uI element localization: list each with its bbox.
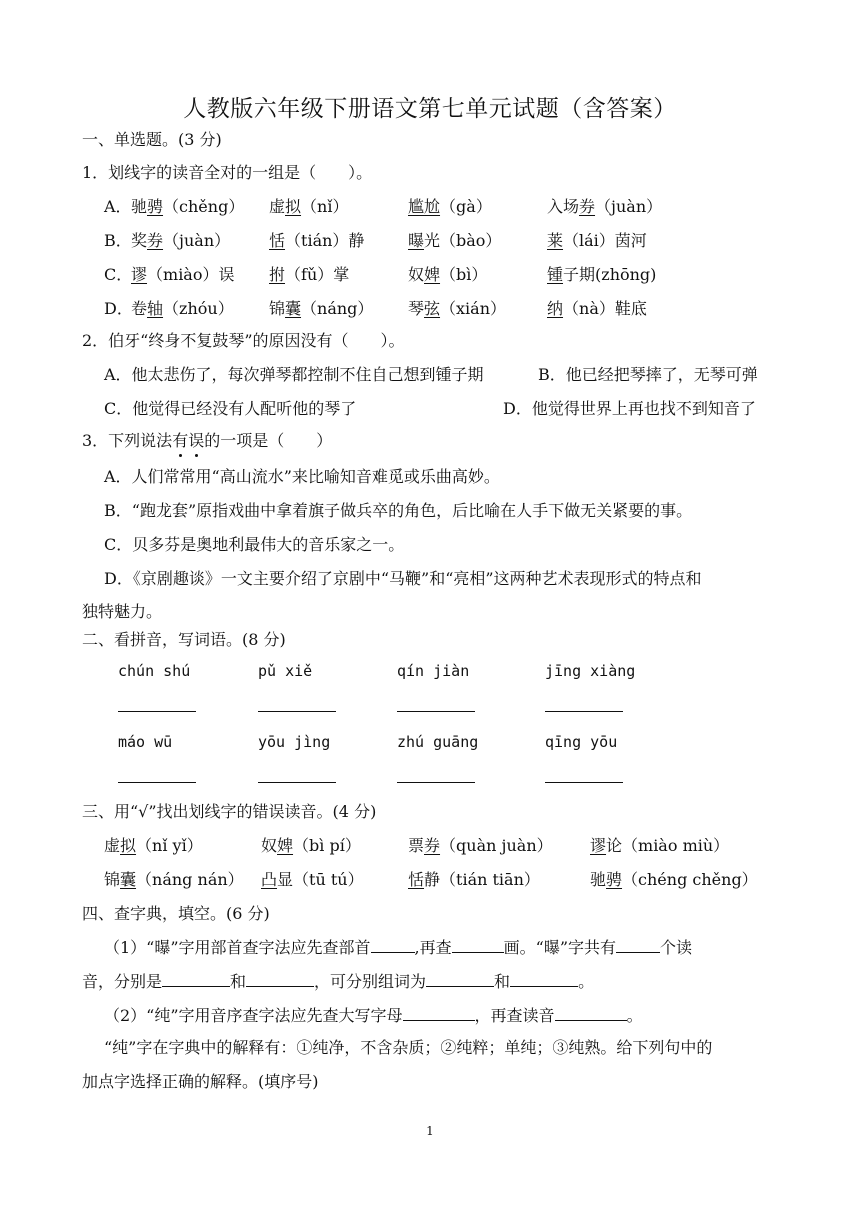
answer-blank-7[interactable] — [397, 782, 475, 783]
section-4-heading: 四、查字典，填空。(6 分) — [82, 904, 270, 923]
q3-option-c: C．贝多芬是奥地利最伟大的音乐家之一。 — [104, 535, 405, 554]
pinyin-2: pǔ xiě — [258, 662, 313, 680]
s3-row1-item-3: 票券（quàn juàn） — [408, 836, 553, 855]
pinyin-3: qín jiàn — [397, 662, 470, 680]
section-3-heading: 三、用“√”找出划线字的错误读音。(4 分) — [82, 802, 377, 821]
pinyin-7: zhú guāng — [397, 733, 479, 751]
s3-row2-item-3: 恬静（tián tiān） — [408, 870, 540, 889]
section-2-heading: 二、看拼音，写词语。(8 分) — [82, 630, 286, 649]
q1-option-b-item-4: 莱（lái）茵河 — [547, 231, 647, 250]
fill-blank[interactable] — [371, 936, 415, 953]
page-number: 1 — [426, 1124, 434, 1138]
q1-option-a-item-3: 尴尬（gà） — [408, 197, 492, 216]
q3-option-b: B．“跑龙套”原指戏曲中拿着旗子做兵卒的角色，后比喻在人手下做无关紧要的事。 — [104, 501, 693, 520]
s3-row2-item-4: 驰骋（chéng chěng） — [590, 870, 758, 889]
q1-option-d-item-4: 纳（nà）鞋底 — [547, 299, 647, 318]
fill-blank[interactable] — [555, 1004, 627, 1021]
q2-stem: 2．伯牙“终身不复鼓琴”的原因没有（ ）。 — [82, 331, 405, 350]
q1-option-c-label: C． — [104, 265, 133, 284]
q1-stem: 1．划线字的读音全对的一组是（ ）。 — [82, 163, 373, 182]
pinyin-1: chún shú — [118, 662, 191, 680]
q1-option-c-item-3: 奴婢（bì） — [408, 265, 488, 284]
q1-option-b-item-2: 恬（tián）静 — [269, 231, 365, 250]
answer-blank-6[interactable] — [258, 782, 336, 783]
fill-blank[interactable] — [162, 970, 230, 987]
q3-option-d-continued: 独特魅力。 — [82, 602, 163, 621]
q1-option-c-item-1: 谬（miào）误 — [131, 265, 235, 284]
q1-option-a-label: A． — [104, 197, 132, 216]
q1-option-b-item-1: 奖券（juàn） — [131, 231, 231, 250]
q2-option-a: A．他太悲伤了，每次弹琴都控制不住自己想到锺子期 — [104, 365, 484, 384]
fill-blank[interactable] — [403, 1004, 475, 1021]
fill-blank[interactable] — [452, 936, 504, 953]
q1-option-d-item-1: 卷轴（zhóu） — [131, 299, 234, 318]
answer-blank-1[interactable] — [118, 711, 196, 712]
s3-row1-item-2: 奴婢（bì pí） — [261, 836, 361, 855]
pinyin-4: jīng xiàng — [545, 662, 636, 680]
q3-stem: 3．下列说法有误的一项是（ ） — [82, 431, 333, 450]
document-title: 人教版六年级下册语文第七单元试题（含答案） — [183, 96, 677, 122]
answer-blank-5[interactable] — [118, 782, 196, 783]
s4-paragraph-1: （1）“曝”字用部首查字法应先查部首 ,再查 画。“曝”字共有 个读 — [104, 938, 693, 957]
s4-paragraph-5: 加点字选择正确的解释。(填序号) — [82, 1072, 319, 1091]
section-1-heading: 一、单选题。(3 分) — [82, 130, 222, 149]
q1-option-b-label: B． — [104, 231, 132, 250]
s4-paragraph-3: （2）“纯”字用音序查字法应先查大写字母 ，再查读音 。 — [104, 1006, 643, 1025]
q2-option-d: D．他觉得世界上再也找不到知音了 — [503, 399, 756, 418]
q1-option-d-item-3: 琴弦（xián） — [408, 299, 507, 318]
q2-option-b: B．他已经把琴摔了，无琴可弹 — [538, 365, 758, 384]
q2-option-c: C．他觉得已经没有人配听他的琴了 — [104, 399, 357, 418]
q1-option-a-item-2: 虚拟（nǐ） — [269, 197, 349, 216]
q1-option-c-item-2: 拊（fǔ）掌 — [269, 265, 350, 284]
s3-row2-item-1: 锦囊（náng nán） — [104, 870, 244, 889]
q1-option-c-item-4: 锺子期(zhōng) — [547, 265, 657, 284]
q3-option-d: D．《京剧趣谈》一文主要介绍了京剧中“马鞭”和“亮相”这两种艺术表现形式的特点和 — [104, 569, 702, 588]
pinyin-5: máo wū — [118, 733, 173, 751]
answer-blank-8[interactable] — [545, 782, 623, 783]
q1-option-a-item-1: 驰骋（chěng） — [131, 197, 245, 216]
q1-option-d-item-2: 锦囊（náng） — [269, 299, 374, 318]
fill-blank[interactable] — [616, 936, 660, 953]
s3-row1-item-1: 虚拟（nǐ yǐ） — [104, 836, 203, 855]
fill-blank[interactable] — [510, 970, 578, 987]
fill-blank[interactable] — [246, 970, 314, 987]
q3-option-a: A．人们常常用“高山流水”来比喻知音难觅或乐曲高妙。 — [104, 467, 500, 486]
s4-paragraph-2: 音，分别是 和 ，可分别组词为 和 。 — [82, 972, 595, 991]
pinyin-6: yōu jìng — [258, 733, 331, 751]
s3-row1-item-4: 谬论（miào miù） — [590, 836, 730, 855]
answer-blank-2[interactable] — [258, 711, 336, 712]
s4-paragraph-4: “纯”字在字典中的解释有：①纯净，不含杂质；②纯粹；单纯；③纯熟。给下列句中的 — [104, 1038, 713, 1057]
q1-option-d-label: D． — [104, 299, 133, 318]
answer-blank-4[interactable] — [545, 711, 623, 712]
q1-option-b-item-3: 曝光（bào） — [408, 231, 502, 250]
s3-row2-item-2: 凸显（tū tú） — [261, 870, 364, 889]
answer-blank-3[interactable] — [397, 711, 475, 712]
fill-blank[interactable] — [426, 970, 494, 987]
q1-option-a-item-4: 入场券（juàn） — [547, 197, 663, 216]
pinyin-8: qīng yōu — [545, 733, 618, 751]
